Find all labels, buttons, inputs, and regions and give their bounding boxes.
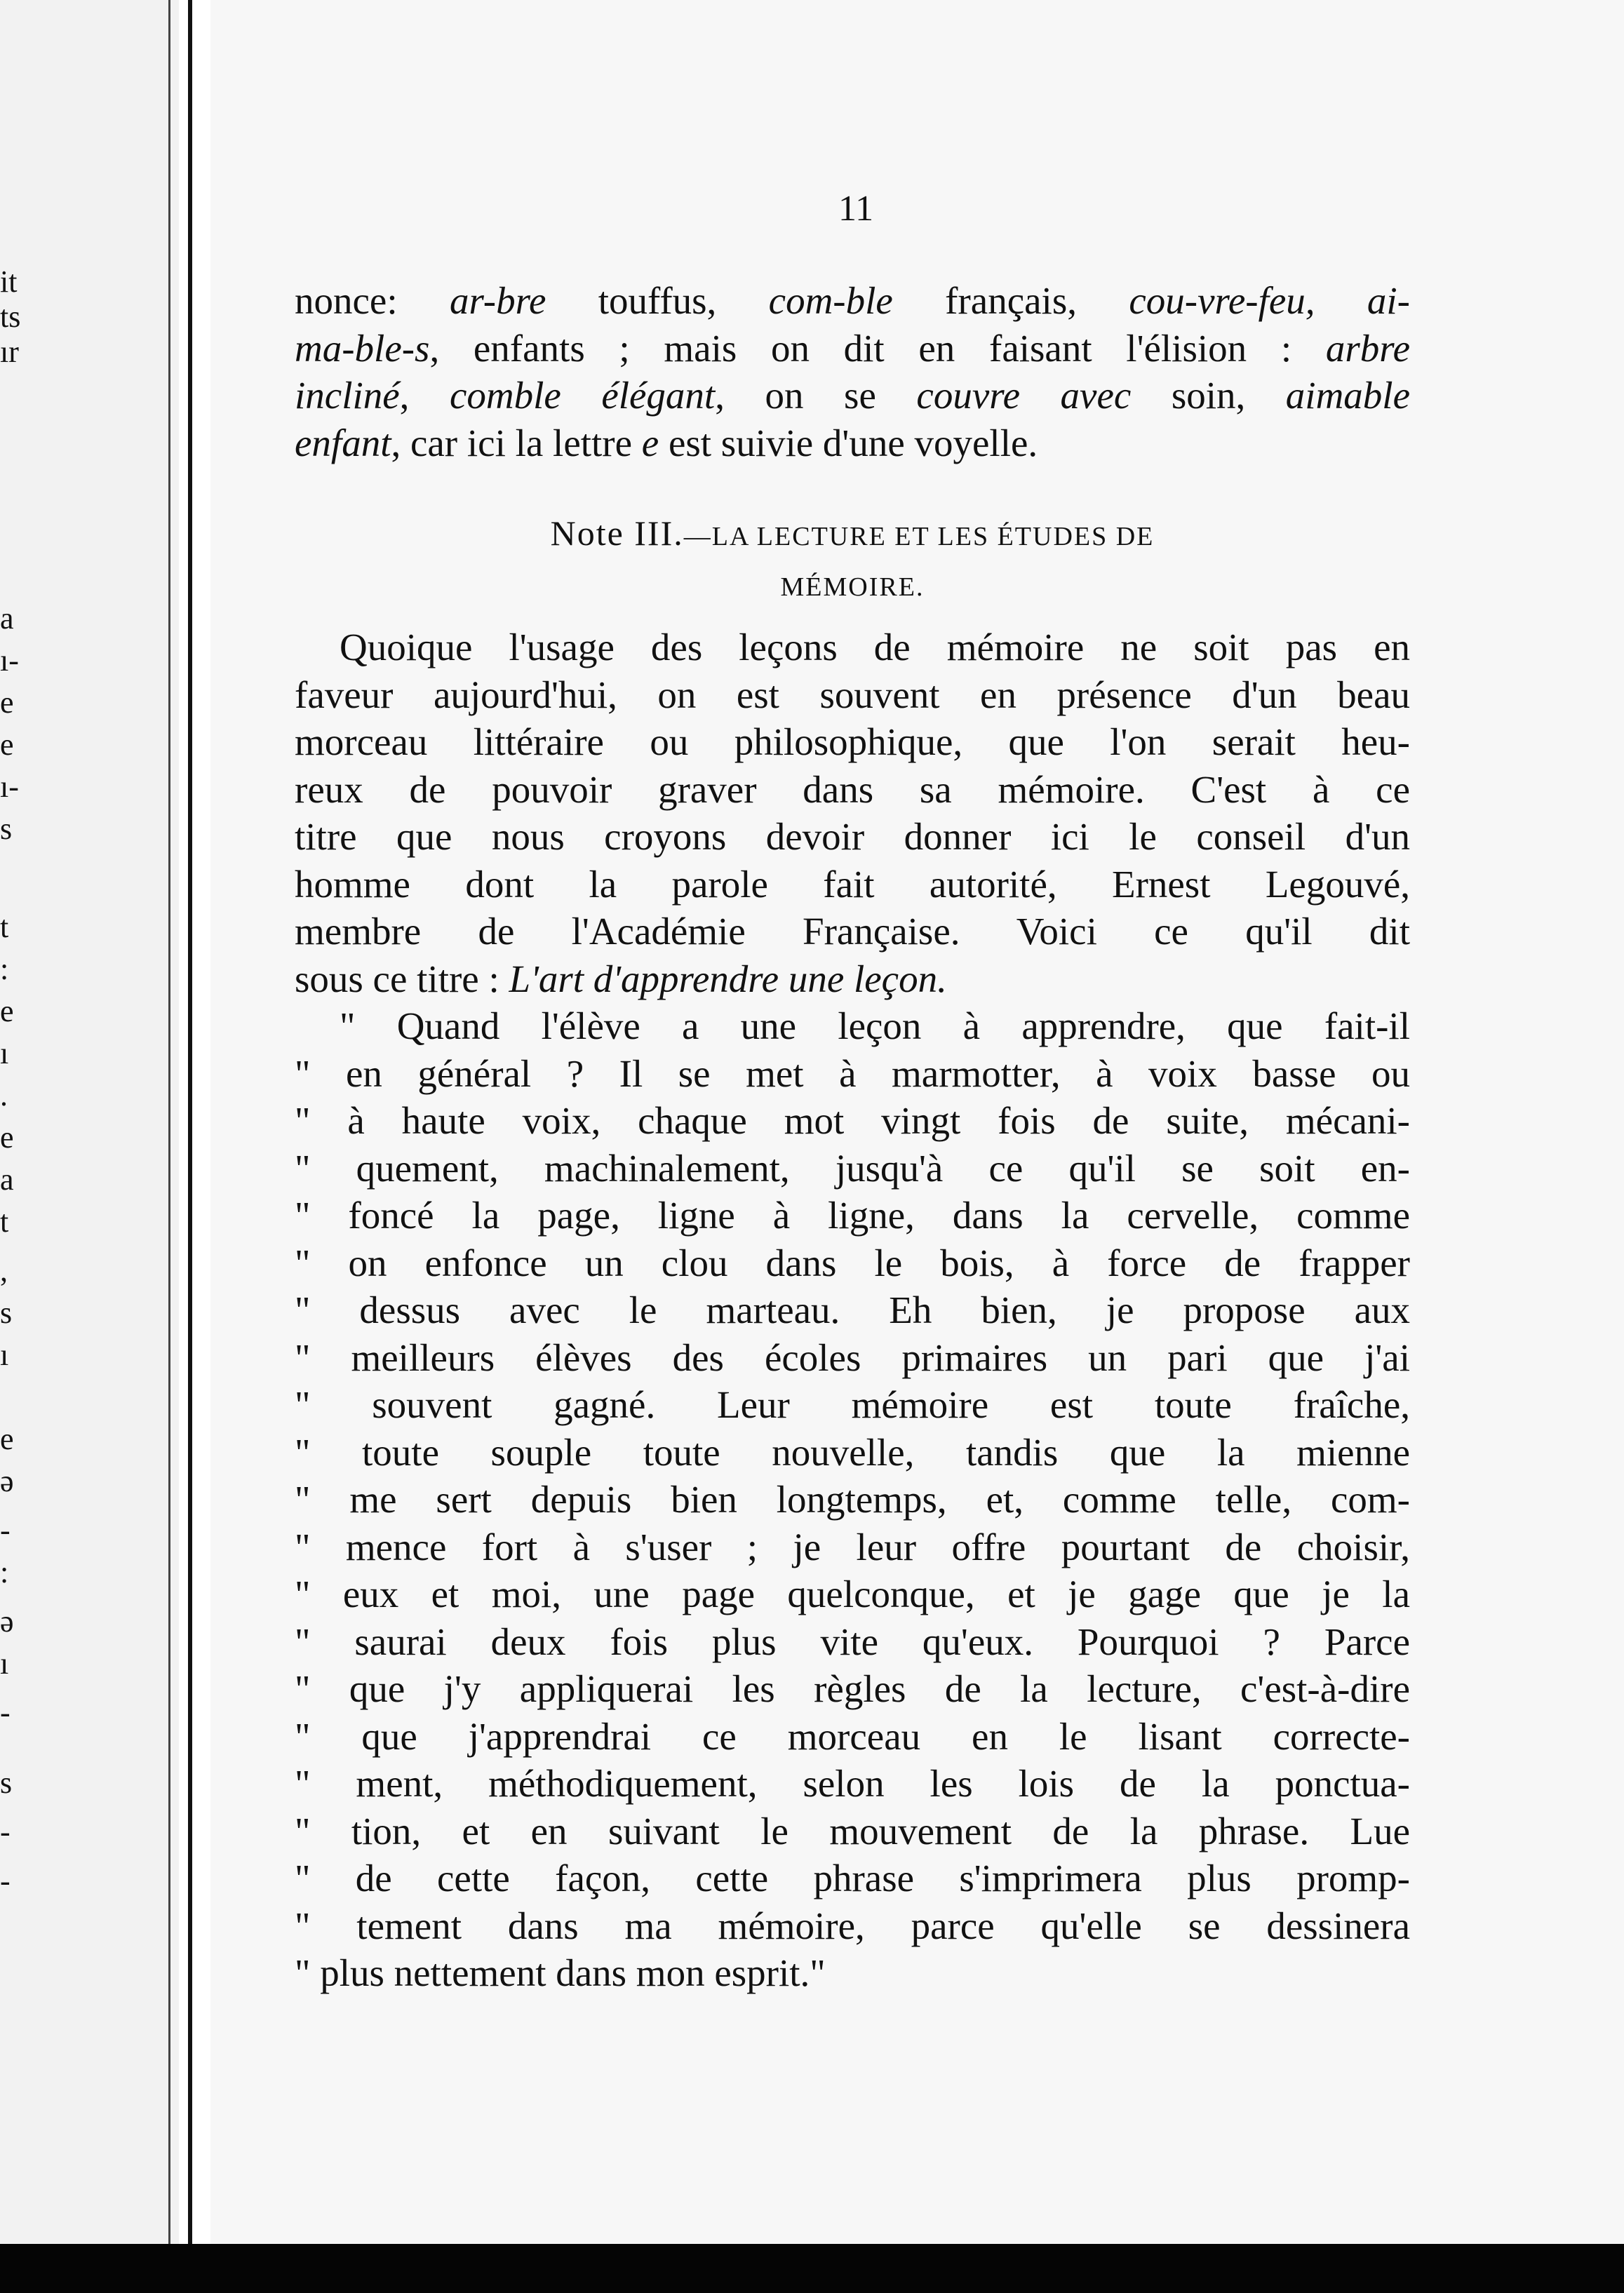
quote-line: " mence fort à s'user ; je leur offre pourtant de choisir, bbox=[295, 1525, 1410, 1568]
quote-line: " quement, machinalement, jusqu'à ce qu'il se soit en- bbox=[295, 1146, 1410, 1190]
intro-line bbox=[295, 372, 1410, 419]
quote-line: " tement dans ma mémoire, parce qu'elle se dessinera bbox=[295, 1904, 1410, 1947]
page-number: 11 bbox=[838, 189, 874, 229]
quote-line: " tion, et en suivant le mouvement de la phrase. Lue bbox=[295, 1809, 1410, 1852]
facing-page-letter: : bbox=[0, 1555, 9, 1589]
body-line: reux de pouvoir graver dans sa mémoire. C'est à ce bbox=[295, 767, 1410, 811]
italic-term: ar-bre bbox=[449, 279, 546, 322]
body-line: Quoique l'usage des leçons de mémoire ne soit pas en bbox=[340, 626, 1410, 668]
body-last-prefix: sous ce titre : bbox=[295, 957, 509, 1000]
intro-line bbox=[295, 277, 1410, 325]
section-heading bbox=[295, 510, 1410, 560]
section-heading-line2 bbox=[295, 560, 1410, 611]
heading-title-line2: MÉMOIRE. bbox=[780, 572, 925, 602]
facing-page-letter: ı- bbox=[0, 643, 19, 678]
quote-line: " à haute voix, chaque mot vingt fois de suite, mécani- bbox=[295, 1099, 1410, 1142]
page-text bbox=[295, 277, 1410, 1997]
facing-page-letter: e bbox=[0, 1422, 14, 1456]
italic-term: com-ble bbox=[768, 279, 893, 322]
heading-note: Note III. bbox=[550, 513, 684, 553]
quotation bbox=[295, 1002, 1410, 1997]
intro-line bbox=[295, 325, 1410, 372]
facing-page-letter: it bbox=[0, 264, 18, 299]
facing-page-letter: . bbox=[0, 1078, 8, 1112]
facing-page-letter: a bbox=[0, 601, 14, 636]
facing-page-letter: : bbox=[0, 952, 9, 986]
italic-term: aimable bbox=[1285, 374, 1410, 417]
scan-bottom-edge bbox=[0, 2244, 1624, 2293]
quote-line: " eux et moi, une page quelconque, et je gage que je la bbox=[295, 1573, 1410, 1615]
facing-page-letter: ə bbox=[0, 1604, 14, 1639]
italic-term: enfant bbox=[295, 421, 391, 464]
intro-text: est suivie d'une voyelle. bbox=[659, 421, 1038, 464]
facing-page-letter: e bbox=[0, 727, 14, 762]
intro-text: , car ici la lettre bbox=[391, 421, 642, 464]
facing-page-edge bbox=[0, 0, 179, 2293]
quote-line: " Quand l'élève a une leçon à apprendre, que fait-il bbox=[340, 1004, 1410, 1047]
facing-page-letter: a bbox=[0, 1162, 14, 1197]
italic-term: cou-vre-feu, ai- bbox=[1129, 279, 1410, 322]
facing-page-letter: ə bbox=[0, 1464, 14, 1498]
italic-term: couvre avec bbox=[916, 374, 1132, 417]
facing-page-letter: - bbox=[0, 1815, 11, 1849]
facing-page-letter: ı bbox=[0, 1646, 9, 1681]
body-line: faveur aujourd'hui, on est souvent en présence d'un beau bbox=[295, 673, 1410, 716]
facing-page-letter: s bbox=[0, 1766, 13, 1800]
body-paragraph bbox=[295, 624, 1410, 955]
quote-line: " on enfonce un clou dans le bois, à force de frapper bbox=[295, 1241, 1410, 1284]
italic-term: arbre bbox=[1325, 326, 1410, 370]
facing-page-letter: e bbox=[0, 685, 14, 720]
facing-page-letter: t bbox=[0, 1204, 9, 1239]
intro-line bbox=[295, 419, 1410, 467]
body-line: homme dont la parole fait autorité, Ernest Legouvé, bbox=[295, 862, 1410, 906]
quote-line: " que j'apprendrai ce morceau en le lisant correcte- bbox=[295, 1714, 1410, 1758]
intro-text: , enfants ; mais on dit en faisant l'élision : bbox=[429, 326, 1326, 370]
intro-text: , on se bbox=[715, 374, 917, 417]
intro-text: , bbox=[399, 374, 450, 417]
body-last-line bbox=[295, 955, 1410, 1003]
body-line: morceau littéraire ou philosophique, que l'on serait heu- bbox=[295, 720, 1410, 763]
facing-page-letter: - bbox=[0, 1695, 11, 1730]
quote-line: " toute souple toute nouvelle, tandis que la mienne bbox=[295, 1430, 1410, 1474]
quote-line: " foncé la page, ligne à ligne, dans la cervelle, comme bbox=[295, 1194, 1410, 1237]
quote-line: " meilleurs élèves des écoles primaires un pari que j'ai bbox=[295, 1336, 1410, 1379]
facing-page-letter: ı bbox=[0, 1036, 9, 1070]
intro-text: touffus, bbox=[546, 279, 769, 322]
quote-line: " me sert depuis bien longtemps, et, comme telle, com- bbox=[295, 1478, 1410, 1521]
intro-text: nonce: bbox=[295, 279, 450, 322]
italic-term: e bbox=[641, 421, 659, 464]
facing-page-letter: s bbox=[0, 1296, 13, 1330]
quote-line: " de cette façon, cette phrase s'imprimera plus promp- bbox=[295, 1857, 1410, 1899]
facing-page-letter: , bbox=[0, 1253, 8, 1288]
facing-page-letter: - bbox=[0, 1513, 11, 1547]
facing-page-letter: ır bbox=[0, 335, 19, 369]
italic-term: comble élégant bbox=[449, 374, 716, 417]
quote-line: " plus nettement dans mon esprit." bbox=[295, 1951, 826, 1994]
facing-page-letter: s bbox=[0, 812, 13, 846]
facing-page-letter: ı bbox=[0, 1338, 9, 1372]
facing-page-letter: - bbox=[0, 1864, 11, 1898]
quote-line: " souvent gagné. Leur mémoire est toute fraîche, bbox=[295, 1383, 1410, 1426]
italic-term: ma-ble-s bbox=[295, 326, 430, 370]
body-line: titre que nous croyons devoir donner ici le conseil d'un bbox=[295, 815, 1410, 858]
gutter-line-outer bbox=[168, 0, 170, 2245]
gutter-line bbox=[188, 0, 192, 2245]
facing-page-letter: ı- bbox=[0, 769, 19, 804]
italic-term: incliné bbox=[295, 374, 400, 417]
intro-paragraph bbox=[295, 277, 1410, 466]
quote-line: " dessus avec le marteau. Eh bien, je propose aux bbox=[295, 1289, 1410, 1331]
body-line: membre de l'Académie Française. Voici ce qu'il dit bbox=[295, 910, 1410, 953]
facing-page-letter: e bbox=[0, 994, 14, 1028]
quote-line: " saurai deux fois plus vite qu'eux. Pourquoi ? Parce bbox=[295, 1620, 1410, 1663]
facing-page-letter: t bbox=[0, 910, 9, 944]
quote-line: " que j'y appliquerai les règles de la lecture, c'est-à-dire bbox=[295, 1667, 1410, 1710]
quote-line: " en général ? Il se met à marmotter, à voix basse ou bbox=[295, 1051, 1410, 1095]
intro-text: français, bbox=[892, 279, 1129, 322]
intro-text: soin, bbox=[1131, 374, 1286, 417]
facing-page-letter: ts bbox=[0, 300, 21, 334]
heading-title: —LA LECTURE ET LES ÉTUDES DE bbox=[683, 522, 1155, 551]
facing-page-letter: e bbox=[0, 1120, 14, 1155]
cited-title: L'art d'apprendre une leçon. bbox=[509, 957, 947, 1000]
quote-line: " ment, méthodiquement, selon les lois de la ponctua- bbox=[295, 1762, 1410, 1805]
